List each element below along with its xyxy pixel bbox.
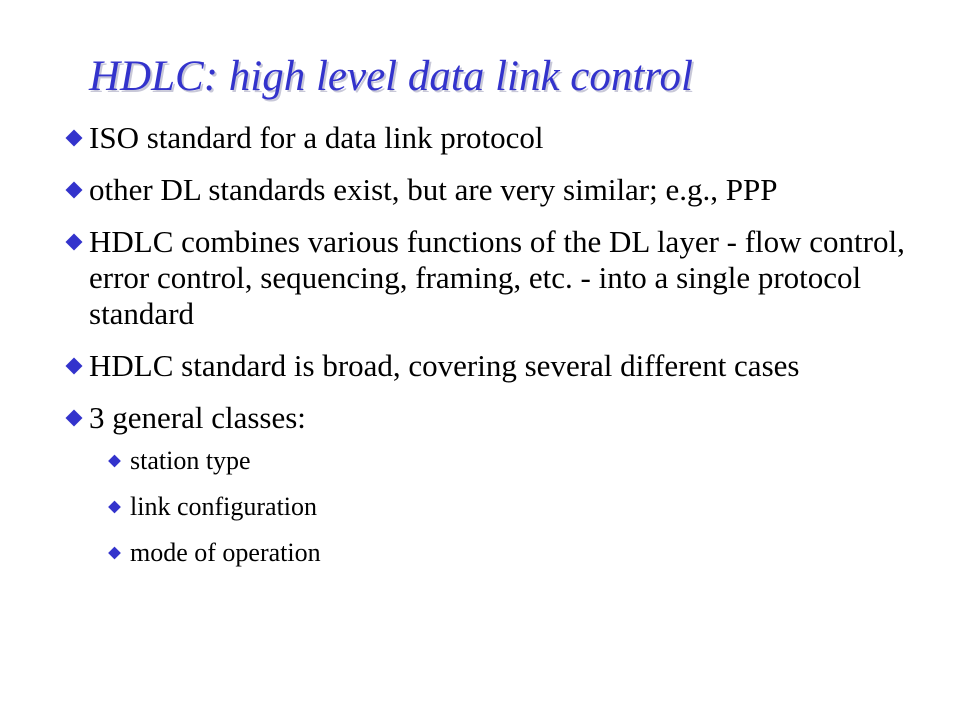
bullet-text: ISO standard for a data link protocol: [89, 120, 544, 155]
sub-bullet-item: [89, 538, 920, 568]
diamond-bullet-icon: [66, 358, 83, 375]
slide-title: HDLC: high level data link control: [89, 53, 693, 100]
sub-bullet-text: mode of operation: [130, 538, 321, 567]
diamond-bullet-icon: [66, 234, 83, 251]
sub-bullet-text: link configuration: [130, 492, 318, 521]
bullet-item: [0, 348, 960, 384]
bullet-text: other DL standards exist, but are very similar; e.g., PPP: [89, 172, 778, 207]
diamond-bullet-icon: [66, 410, 83, 427]
sub-bullet-list: [89, 446, 920, 568]
bullet-list: [0, 120, 960, 584]
diamond-bullet-icon: [108, 547, 121, 560]
bullet-item: [0, 224, 960, 332]
bullet-text: HDLC standard is broad, covering several different cases: [89, 348, 800, 383]
diamond-bullet-icon: [66, 182, 83, 199]
bullet-text: HDLC combines various functions of the DL layer - flow control, error control, sequencing, framing, etc. - into a single protocol standard: [89, 224, 905, 331]
bullet-item: [0, 400, 960, 568]
sub-bullet-item: [89, 492, 920, 522]
diamond-bullet-icon: [108, 455, 121, 468]
bullet-item: [0, 120, 960, 156]
sub-bullet-item: [89, 446, 920, 476]
sub-bullet-text: station type: [130, 446, 251, 475]
bullet-item: [0, 172, 960, 208]
bullet-text: 3 general classes:: [89, 400, 306, 435]
diamond-bullet-icon: [108, 501, 121, 514]
diamond-bullet-icon: [66, 130, 83, 147]
